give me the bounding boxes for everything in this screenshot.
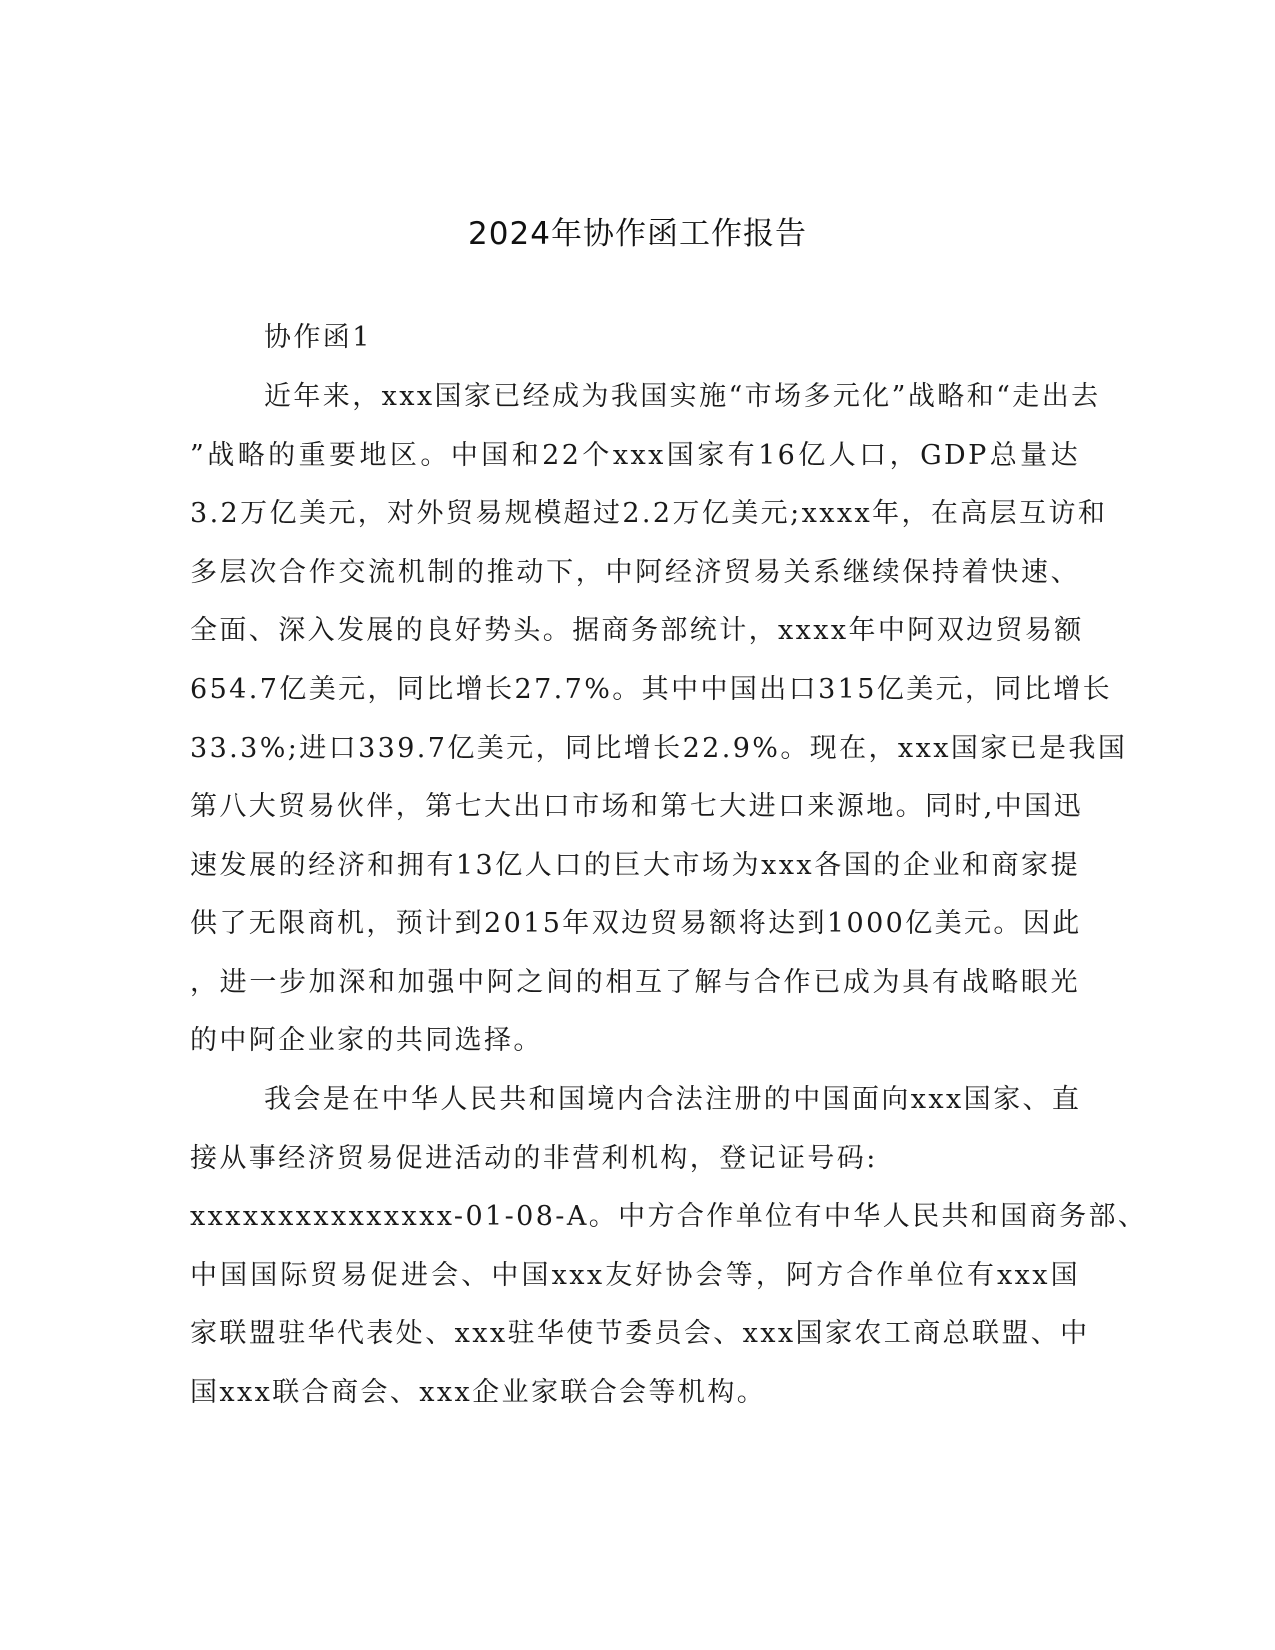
paragraph-line: 近年来，xxx国家已经成为我国实施“市场多元化”战略和“走出去: [264, 381, 1101, 412]
paragraph-line: 我会是在中华人民共和国境内合法注册的中国面向xxx国家、直: [264, 1084, 1082, 1115]
paragraph-line: 全面、深入发展的良好势头。据商务部统计，xxxx年中阿双边贸易额: [190, 615, 1084, 646]
paragraph-line: xxxxxxxxxxxxxxx-01-08-A。中方合作单位有中华人民共和国商务部、: [190, 1201, 1148, 1232]
paragraph-line: 的中阿企业家的共同选择。: [190, 1025, 543, 1056]
paragraph-line: ，进一步加深和加强中阿之间的相互了解与合作已成为具有战略眼光: [190, 967, 1080, 998]
paragraph-line: 多层次合作交流机制的推动下，中阿经济贸易关系继续保持着快速、: [190, 557, 1080, 588]
paragraph-line: 654.7亿美元，同比增长27.7%。其中中国出口315亿美元，同比增长: [190, 674, 1113, 705]
paragraph-line: ”战略的重要地区。中国和22个xxx国家有16亿人口，GDP总量达: [190, 440, 1080, 471]
document-title: 2024年协作函工作报告: [468, 216, 807, 252]
paragraph-line: 3.2万亿美元，对外贸易规模超过2.2万亿美元;xxxx年，在高层互访和: [190, 498, 1108, 529]
paragraph-line: 速发展的经济和拥有13亿人口的巨大市场为xxx各国的企业和商家提: [190, 850, 1080, 881]
paragraph-line: 中国国际贸易促进会、中国xxx友好协会等，阿方合作单位有xxx国: [190, 1260, 1080, 1291]
paragraph-line: 第八大贸易伙伴，第七大出口市场和第七大进口来源地。同时,中国迅: [190, 791, 1083, 822]
paragraph-line: 家联盟驻华代表处、xxx驻华使节委员会、xxx国家农工商总联盟、中: [190, 1318, 1090, 1349]
paragraph-line: 国xxx联合商会、xxx企业家联合会等机构。: [190, 1377, 767, 1408]
section-heading: 协作函1: [264, 322, 372, 353]
paragraph-line: 供了无限商机，预计到2015年双边贸易额将达到1000亿美元。因此: [190, 908, 1082, 939]
paragraph-line: 接从事经济贸易促进活动的非营利机构，登记证号码:: [190, 1143, 878, 1174]
paragraph-line: 33.3%;进口339.7亿美元，同比增长22.9%。现在，xxx国家已是我国: [190, 733, 1128, 764]
